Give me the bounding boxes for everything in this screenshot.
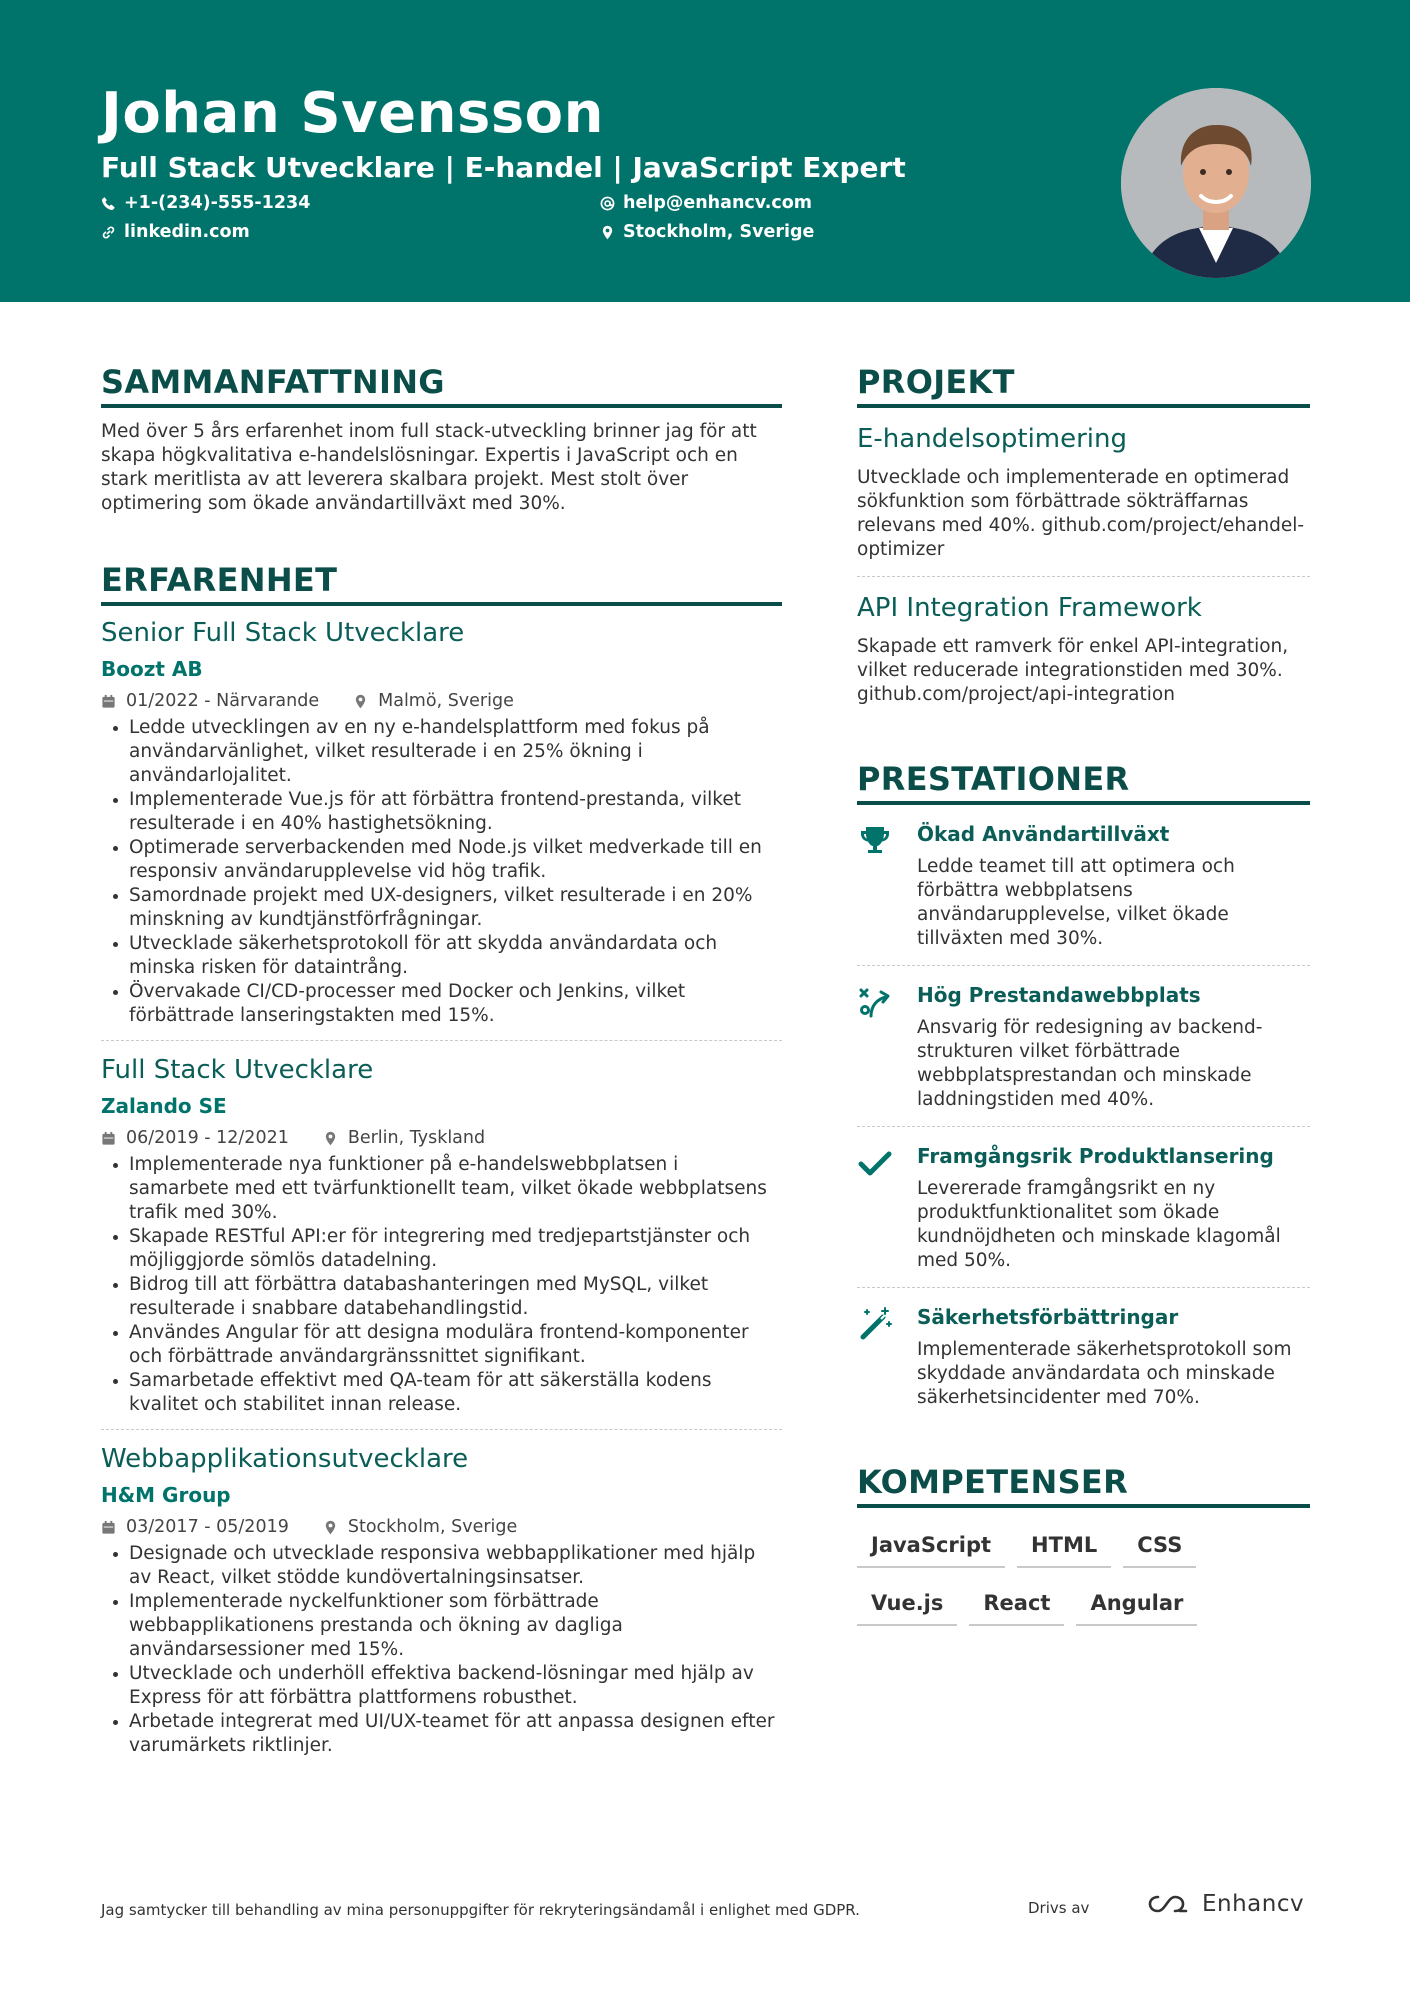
bullet-item: Samordnade projekt med UX-designers, vilket resulterade i en 20% minskning av kundtjänstförfrågningar. <box>101 884 782 932</box>
bullet-item: Övervakade CI/CD-processer med Docker och Jenkins, vilket förbättrade lanseringstakten med 15%. <box>101 980 782 1028</box>
bullet-item: Bidrog till att förbättra databashanteringen med MySQL, vilket resulterade i snabbare databehandlingstid. <box>101 1273 782 1321</box>
achievement-text: Ledde teamet till att optimera och förbättra webbplatsens användarupplevelse, vilket ökade tillväxten med 30%. <box>917 856 1235 949</box>
job-entry <box>101 616 782 1041</box>
job-entry <box>101 1053 782 1430</box>
gdpr-consent-text: Jag samtycker till behandling av mina personuppgifter för rekryteringsändamål i enlighet med GDPR. <box>101 1901 860 1919</box>
calendar-icon <box>101 1131 116 1146</box>
job-company: H&M Group <box>101 1483 231 1507</box>
email-text: help@enhancv.com <box>623 193 813 213</box>
achievement-title: Säkerhetsförbättringar <box>917 1305 1179 1329</box>
job-dates <box>101 690 319 712</box>
summary-section <box>101 362 782 516</box>
bullet-item: Användes Angular för att designa modulära frontend-komponenter och förbättrade användargränssnittet signifikant. <box>101 1321 782 1369</box>
trophy-icon <box>857 821 917 951</box>
summary-heading: SAMMANFATTNING <box>101 362 782 408</box>
job-meta <box>101 1516 782 1538</box>
job-dates-text: 01/2022 - Närvarande <box>126 691 320 711</box>
location-pin-icon <box>323 1520 338 1535</box>
candidate-name: Johan Svensson <box>101 81 605 146</box>
summary-text: Med över 5 års erfarenhet inom full stack-utveckling brinner jag för att skapa högkvalitativa e-handelslösningar. Expertis i JavaScript och en stark meritlista av att leverera skalbara projekt. Mest stolt över optimering som ökade användartillväxt med 30%. <box>101 421 757 514</box>
achievement-entry <box>857 805 1310 966</box>
job-meta <box>101 690 782 712</box>
achievement-body <box>917 821 1310 951</box>
experience-heading: ERFARENHET <box>101 560 782 606</box>
checkmark-icon <box>857 1143 917 1273</box>
bullet-item: Ledde utvecklingen av en ny e-handelsplattform med fokus på användarvänlighet, vilket resulterade i en 25% ökning i användarlojalitet. <box>101 716 782 788</box>
project-entry <box>857 591 1310 721</box>
bullet-item: Arbetade integrerat med UI/UX-teamet för att anpassa designen efter varumärkets riktlinjer. <box>101 1710 782 1758</box>
skill-tag: HTML <box>1017 1518 1111 1568</box>
achievement-entry <box>857 1127 1310 1288</box>
bullet-item: Optimerade serverbackenden med Node.js vilket medverkade till en responsiv användarupplevelse vid hög trafik. <box>101 836 782 884</box>
achievement-entry <box>857 1288 1310 1424</box>
bullet-item: Implementerade nya funktioner på e-handelswebbplatsen i samarbete med ett tvärfunktionellt team, vilket ökade webbplatsens trafik med 30%. <box>101 1153 782 1225</box>
achievement-body <box>917 1304 1310 1410</box>
project-title: E-handelsoptimering <box>857 424 1128 454</box>
calendar-icon <box>101 1520 116 1535</box>
project-title: API Integration Framework <box>857 593 1202 623</box>
skill-tag: Vue.js <box>857 1576 957 1626</box>
email-contact[interactable] <box>600 192 812 214</box>
link-icon <box>101 225 116 240</box>
infinity-logo-icon <box>1146 1892 1194 1916</box>
phone-text: +1-(234)-555-1234 <box>124 193 311 213</box>
job-location <box>353 690 514 712</box>
phone-contact[interactable] <box>101 192 310 214</box>
job-bullets <box>101 716 782 1028</box>
projects-heading: PROJEKT <box>857 362 1310 408</box>
left-column <box>101 362 782 1782</box>
right-column <box>857 362 1310 1634</box>
job-location <box>323 1516 517 1538</box>
achievement-text: Levererade framgångsrikt en ny produktfunktionalitet som ökade kundnöjdheten och minskade klagomål med 50%. <box>917 1178 1281 1271</box>
strategy-icon <box>857 982 917 1112</box>
bullet-item: Designade och utvecklade responsiva webbapplikationer med hjälp av React, vilket stödde kundövertalningsinsatser. <box>101 1542 782 1590</box>
experience-section <box>101 560 782 1770</box>
job-location-text: Stockholm, Sverige <box>347 1517 518 1537</box>
job-location-text: Berlin, Tyskland <box>347 1128 486 1148</box>
linkedin-contact[interactable] <box>101 221 250 243</box>
enhancv-logo[interactable] <box>1146 1891 1304 1917</box>
achievement-text: Ansvarig för redesigning av backend-strukturen vilket förbättrade webbplatsprestandan och minskade laddningstiden med 40%. <box>917 1017 1263 1110</box>
bullet-item: Implementerade nyckelfunktioner som förbättrade webbapplikationens prestanda och ökning av dagliga användarsessioner med 15%. <box>101 1590 782 1662</box>
skill-tag: Angular <box>1076 1576 1197 1626</box>
calendar-icon <box>101 694 116 709</box>
job-entry <box>101 1442 782 1770</box>
achievement-title: Hög Prestandawebbplats <box>917 983 1201 1007</box>
achievement-body <box>917 1143 1310 1273</box>
location-contact <box>600 221 814 243</box>
job-location <box>323 1127 485 1149</box>
job-dates <box>101 1516 289 1538</box>
achievement-text: Implementerade säkerhetsprotokoll som skyddade användardata och minskade säkerhetsincidenter med 70%. <box>917 1339 1292 1408</box>
skills-heading: KOMPETENSER <box>857 1462 1310 1508</box>
powered-by-text: Drivs av <box>1028 1899 1090 1917</box>
achievements-section <box>857 759 1310 1424</box>
magic-wand-icon <box>857 1304 917 1410</box>
bullet-item: Utvecklade säkerhetsprotokoll för att skydda användardata och minska risken för dataintrång. <box>101 932 782 980</box>
job-dates-text: 03/2017 - 05/2019 <box>126 1517 289 1537</box>
bullet-item: Implementerade Vue.js för att förbättra frontend-prestanda, vilket resulterade i en 40% hastighetsökning. <box>101 788 782 836</box>
achievement-entry <box>857 966 1310 1127</box>
job-meta <box>101 1127 782 1149</box>
job-bullets <box>101 1542 782 1758</box>
job-company: Zalando SE <box>101 1094 227 1118</box>
job-company: Boozt AB <box>101 657 203 681</box>
bullet-item: Skapade RESTful API:er för integrering med tredjepartstjänster och möjliggjorde sömlös datadelning. <box>101 1225 782 1273</box>
project-text: Utvecklade och implementerade en optimerad sökfunktion som förbättrade sökträffarnas relevans med 40%. github.com/project/ehandel-optimizer <box>857 467 1305 560</box>
location-text: Stockholm, Sverige <box>623 222 815 242</box>
job-dates-text: 06/2019 - 12/2021 <box>126 1128 289 1148</box>
achievement-title: Framgångsrik Produktlansering <box>917 1144 1274 1168</box>
resume-header <box>0 0 1410 302</box>
bullet-item: Samarbetade effektivt med QA-team för att säkerställa kodens kvalitet och stabilitet innan release. <box>101 1369 782 1417</box>
job-title: Senior Full Stack Utvecklare <box>101 618 465 648</box>
project-text: Skapade ett ramverk för enkel API-integration, vilket reducerade integrationstiden med 30%. github.com/project/api-integration <box>857 636 1289 705</box>
at-icon <box>600 196 615 211</box>
job-title: Full Stack Utvecklare <box>101 1055 374 1085</box>
achievement-body <box>917 982 1310 1112</box>
skill-tag: JavaScript <box>857 1518 1005 1568</box>
enhancv-brand-text: Enhancv <box>1202 1891 1305 1917</box>
project-entry <box>857 422 1310 577</box>
linkedin-text: linkedin.com <box>124 222 250 242</box>
job-bullets <box>101 1153 782 1417</box>
job-title: Webbapplikationsutvecklare <box>101 1444 469 1474</box>
location-pin-icon <box>600 225 615 240</box>
projects-section <box>857 362 1310 721</box>
profile-photo <box>1121 88 1311 278</box>
job-dates <box>101 1127 289 1149</box>
achievements-heading: PRESTATIONER <box>857 759 1310 805</box>
bullet-item: Utvecklade och underhöll effektiva backend-lösningar med hjälp av Express för att förbättra plattformens robusthet. <box>101 1662 782 1710</box>
location-pin-icon <box>353 694 368 709</box>
skill-tag: React <box>969 1576 1064 1626</box>
phone-icon <box>101 196 116 211</box>
skills-section <box>857 1462 1310 1634</box>
candidate-headline: Full Stack Utvecklare | E-handel | JavaScript Expert <box>101 151 906 184</box>
achievement-title: Ökad Användartillväxt <box>917 822 1170 846</box>
skills-list <box>857 1518 1310 1634</box>
skill-tag: CSS <box>1123 1518 1196 1568</box>
job-location-text: Malmö, Sverige <box>378 691 514 711</box>
location-pin-icon <box>323 1131 338 1146</box>
